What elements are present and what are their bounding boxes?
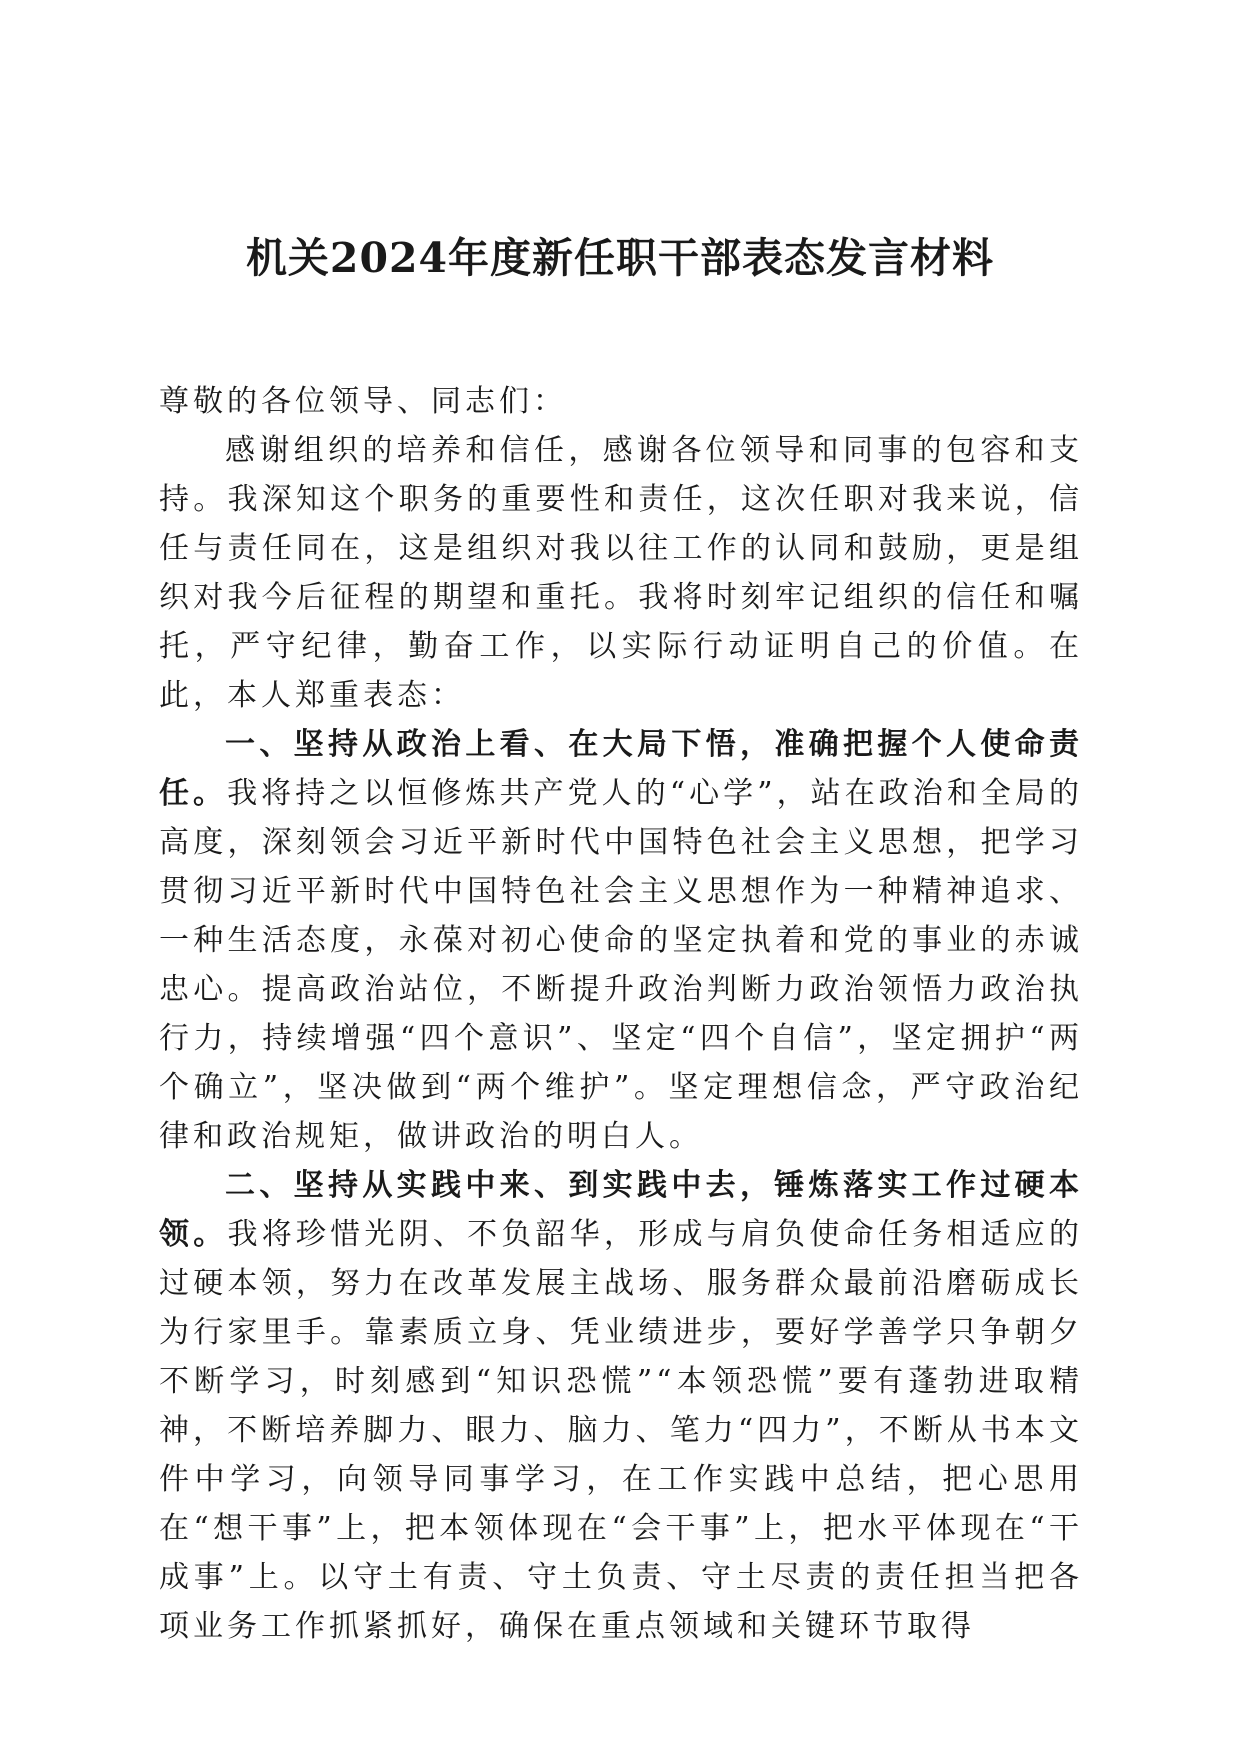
intro-paragraph: 感谢组织的培养和信任，感谢各位领导和同事的包容和支持。我深知这个职务的重要性和责任，这次任职对我来说，信任与责任同在，这是组织对我以往工作的认同和鼓励，更是组织对我今后征程的期望和重托。我将时刻牢记组织的信任和嘱托，严守纪律，勤奋工作，以实际行动证明自己的价值。在此，本人郑重表态： <box>159 433 1083 713</box>
section-heading-2: 二、坚持从实践中来、到实践中去，锤炼落实工作过硬本领。 <box>159 1168 1083 1252</box>
section-paragraph-1 <box>159 720 1083 1161</box>
section-text-2: 我将珍惜光阴、不负韶华，形成与肩负使命任务相适应的过硬本领，努力在改革发展主战场、服务群众最前沿磨砺成长为行家里手。靠素质立身、凭业绩进步，要好学善学只争朝夕不断学习，时刻感到“知识恐慌”“本领恐慌”要有蓬勃进取精神，不断培养脚力、眼力、脑力、笔力“四力”，不断从书本文件中学习，向领导同事学习，在工作实践中总结，把心思用在“想干事”上，把本领体现在“会干事”上，把水平体现在“干成事”上。以守土有责、守土负责、守土尽责的责任担当把各项业务工作抓紧抓好，确保在重点领域和关键环节取得 <box>159 1217 1084 1644</box>
section-text-1: 我将持之以恒修炼共产党人的“心学”，站在政治和全局的高度，深刻领会习近平新时代中国特色社会主义思想，把学习贯彻习近平新时代中国特色社会主义思想作为一种精神追求、一种生活态度，永葆对初心使命的坚定执着和党的事业的赤诚忠心。提高政治站位，不断提升政治判断力政治领悟力政治执行力，持续增强“四个意识”、坚定“四个自信”，坚定拥护“两个确立”，坚决做到“两个维护”。坚定理想信念，严守政治纪律和政治规矩，做讲政治的明白人。 <box>159 776 1083 1154</box>
section-heading-1: 一、坚持从政治上看、在大局下悟，准确把握个人使命责任。 <box>159 727 1083 811</box>
section-paragraph-2 <box>159 1161 1083 1651</box>
salutation: 尊敬的各位领导、同志们： <box>159 384 567 419</box>
document-body <box>159 377 1083 1651</box>
document-title: 机关2024年度新任职干部表态发言材料 <box>245 234 995 282</box>
